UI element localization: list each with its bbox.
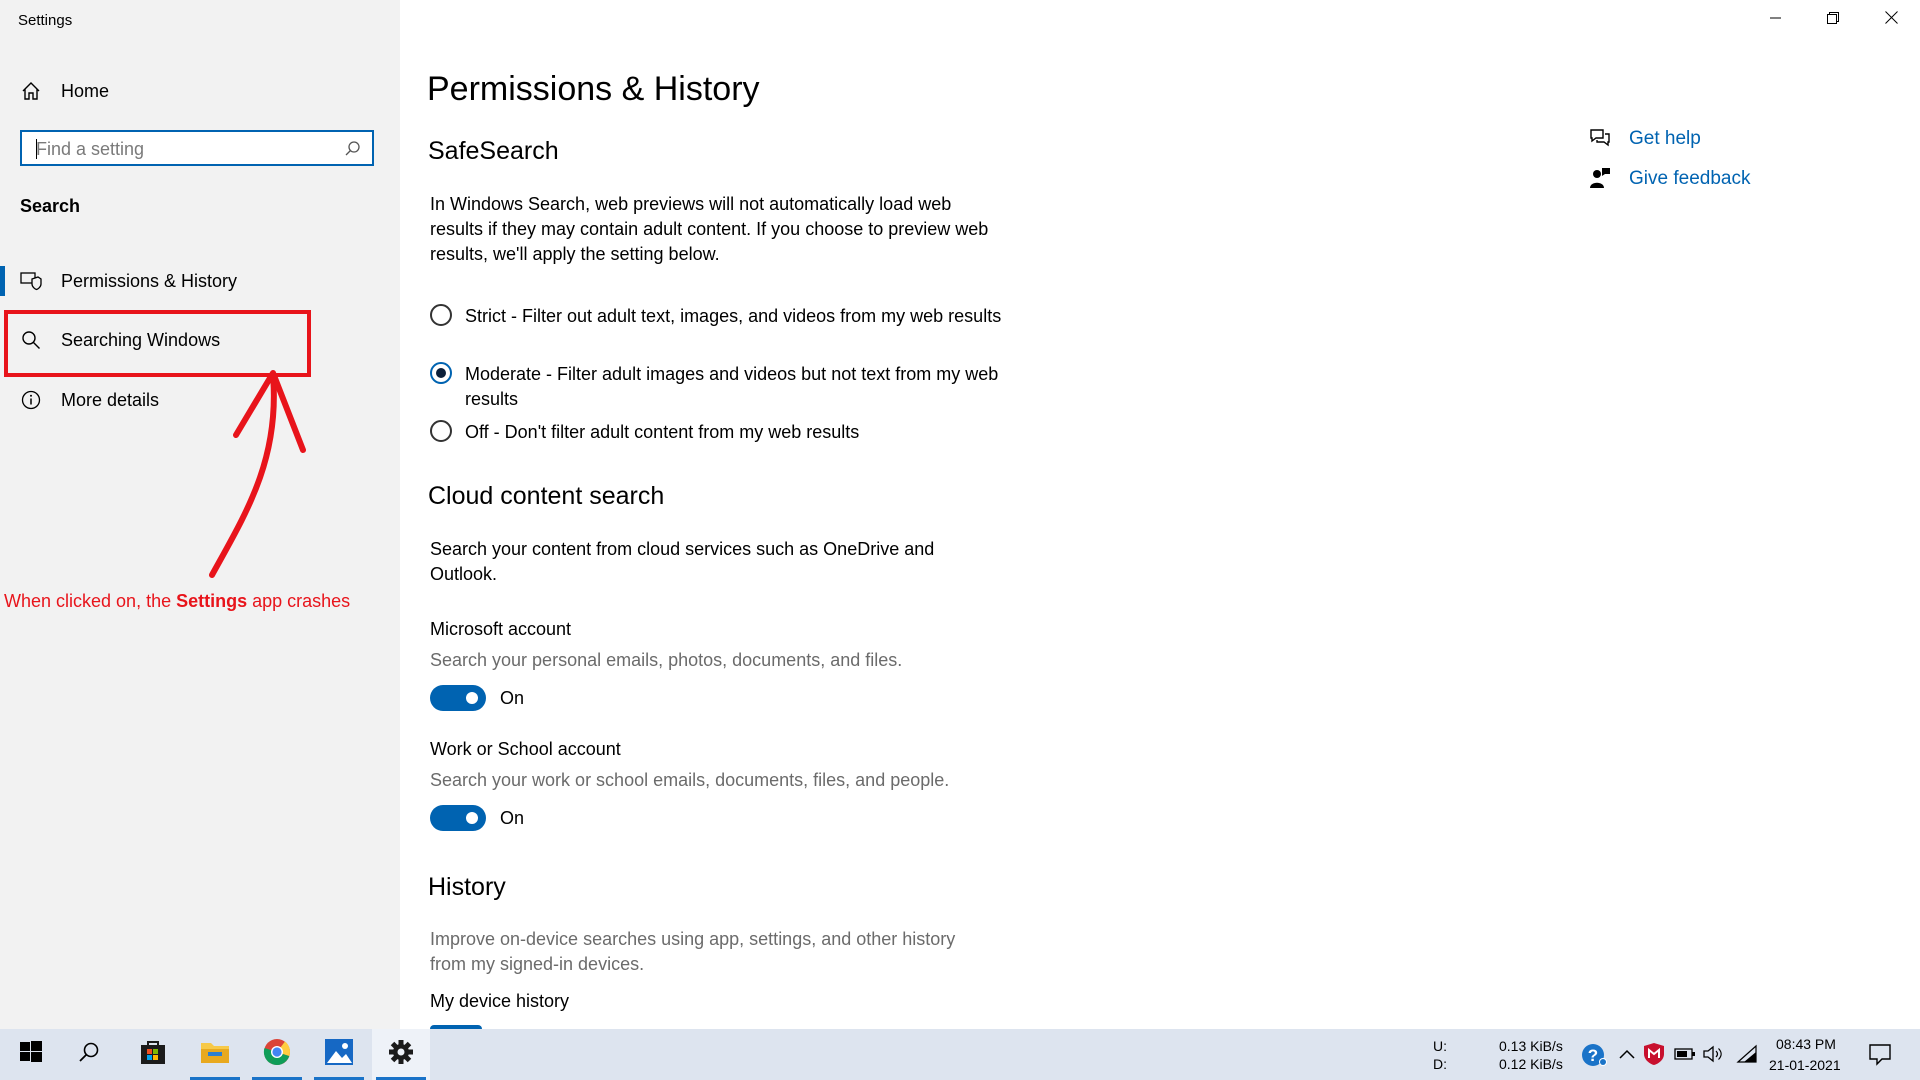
taskbar-photos-button[interactable] [310, 1029, 368, 1080]
sidebar-item-label: More details [61, 389, 160, 410]
work-account-description: Search your work or school emails, documents, files, and people. [430, 770, 950, 790]
sidebar-item-home[interactable] [20, 80, 109, 102]
battery-icon[interactable] [1674, 1047, 1696, 1066]
work-account-toggle[interactable] [430, 805, 486, 831]
sidebar-item-label: Searching Windows [61, 329, 221, 350]
work-account-label: Work or School account [430, 739, 621, 759]
find-setting-input[interactable] [34, 132, 338, 166]
store-icon [139, 1038, 167, 1071]
section-label: Search [20, 196, 81, 216]
start-icon [20, 1041, 42, 1068]
taskbar-chrome-button[interactable] [248, 1029, 306, 1080]
svg-text:?: ? [1587, 1046, 1599, 1065]
sidebar-item-label: Permissions & History [61, 270, 238, 291]
page-title: Permissions & History [427, 70, 760, 108]
settings-icon [388, 1039, 414, 1070]
get-help-link[interactable]: Get help [1629, 128, 1701, 149]
home-icon [20, 80, 42, 102]
permissions-history-icon [20, 270, 42, 292]
safesearch-description: In Windows Search, web previews will not automatically load web results if they may contain adult content. If you choose to preview web results, we'll apply the setting below. [430, 194, 989, 264]
minimize-button[interactable] [1753, 0, 1799, 40]
sidebar-item-label: Home [61, 80, 110, 101]
annotation-arrow [200, 365, 310, 580]
active-indicator [0, 266, 5, 296]
app-title: Settings [18, 12, 73, 29]
info-icon [20, 389, 42, 411]
history-description: Improve on-device searches using app, settings, and other history from my signed-in devices. [430, 929, 956, 974]
radio-label: Off - Don't filter adult content from my web results [465, 422, 860, 442]
close-icon [1885, 11, 1898, 29]
restore-button[interactable] [1810, 0, 1856, 40]
give-feedback-icon [1588, 166, 1612, 195]
volume-icon[interactable] [1702, 1045, 1724, 1068]
safesearch-moderate-option[interactable] [430, 362, 1010, 412]
help-tray-icon[interactable] [1580, 1043, 1608, 1072]
taskbar-file-explorer-button[interactable] [186, 1029, 244, 1080]
text-caret [36, 139, 37, 159]
sidebar-item-more-details[interactable] [20, 389, 159, 411]
photos-icon [325, 1039, 353, 1070]
chevron-up-icon[interactable] [1618, 1047, 1636, 1065]
radio-button-selected[interactable] [430, 362, 452, 384]
give-feedback-link[interactable]: Give feedback [1629, 168, 1751, 189]
wifi-icon[interactable] [1736, 1044, 1758, 1069]
device-history-label: My device history [430, 991, 570, 1011]
radio-label: Strict - Filter out adult text, images, and videos from my web results [465, 306, 1002, 326]
search-box[interactable] [20, 130, 374, 166]
get-help-icon [1588, 127, 1612, 154]
taskbar [0, 1029, 1920, 1080]
close-button[interactable] [1868, 0, 1914, 40]
action-center-icon[interactable] [1868, 1042, 1892, 1071]
search-icon[interactable] [344, 140, 362, 163]
mcafee-icon[interactable] [1643, 1042, 1665, 1071]
chrome-icon [263, 1038, 291, 1071]
microsoft-account-description: Search your personal emails, photos, documents, and files. [430, 650, 903, 670]
taskbar-search-button[interactable] [60, 1029, 118, 1080]
safesearch-heading: SafeSearch [428, 137, 559, 165]
cloud-search-heading: Cloud content search [428, 482, 665, 510]
sidebar [0, 0, 400, 1029]
file-explorer-icon [200, 1039, 230, 1070]
net-upload-speed: 0.13 KiB/s [1499, 1038, 1563, 1054]
safesearch-off-option[interactable] [430, 420, 1010, 445]
minimize-icon [1770, 11, 1782, 29]
radio-label: Moderate - Filter adult images and videos but not text from my web results [465, 364, 999, 409]
annotation-text: When clicked on, the Settings app crashes [4, 591, 351, 611]
sidebar-item-permissions-history[interactable] [20, 270, 237, 292]
restore-icon [1827, 11, 1839, 29]
net-download-speed: 0.12 KiB/s [1499, 1056, 1563, 1072]
taskbar-settings-button[interactable] [372, 1029, 430, 1080]
history-heading: History [428, 873, 506, 901]
radio-button[interactable] [430, 420, 452, 442]
clock-date[interactable]: 21-01-2021 [1769, 1057, 1841, 1073]
safesearch-strict-option[interactable] [430, 304, 1010, 329]
clock-time[interactable]: 08:43 PM [1776, 1036, 1836, 1052]
radio-button[interactable] [430, 304, 452, 326]
net-upload-label: U: [1433, 1038, 1447, 1054]
cloud-search-description: Search your content from cloud services such as OneDrive and Outlook. [430, 539, 935, 584]
search-icon [78, 1041, 100, 1068]
microsoft-account-toggle-state: On [500, 688, 525, 708]
work-account-toggle-state: On [500, 808, 525, 828]
start-button[interactable] [2, 1029, 60, 1080]
net-download-label: D: [1433, 1056, 1447, 1072]
microsoft-account-label: Microsoft account [430, 619, 572, 639]
taskbar-store-button[interactable] [124, 1029, 182, 1080]
microsoft-account-toggle[interactable] [430, 685, 486, 711]
